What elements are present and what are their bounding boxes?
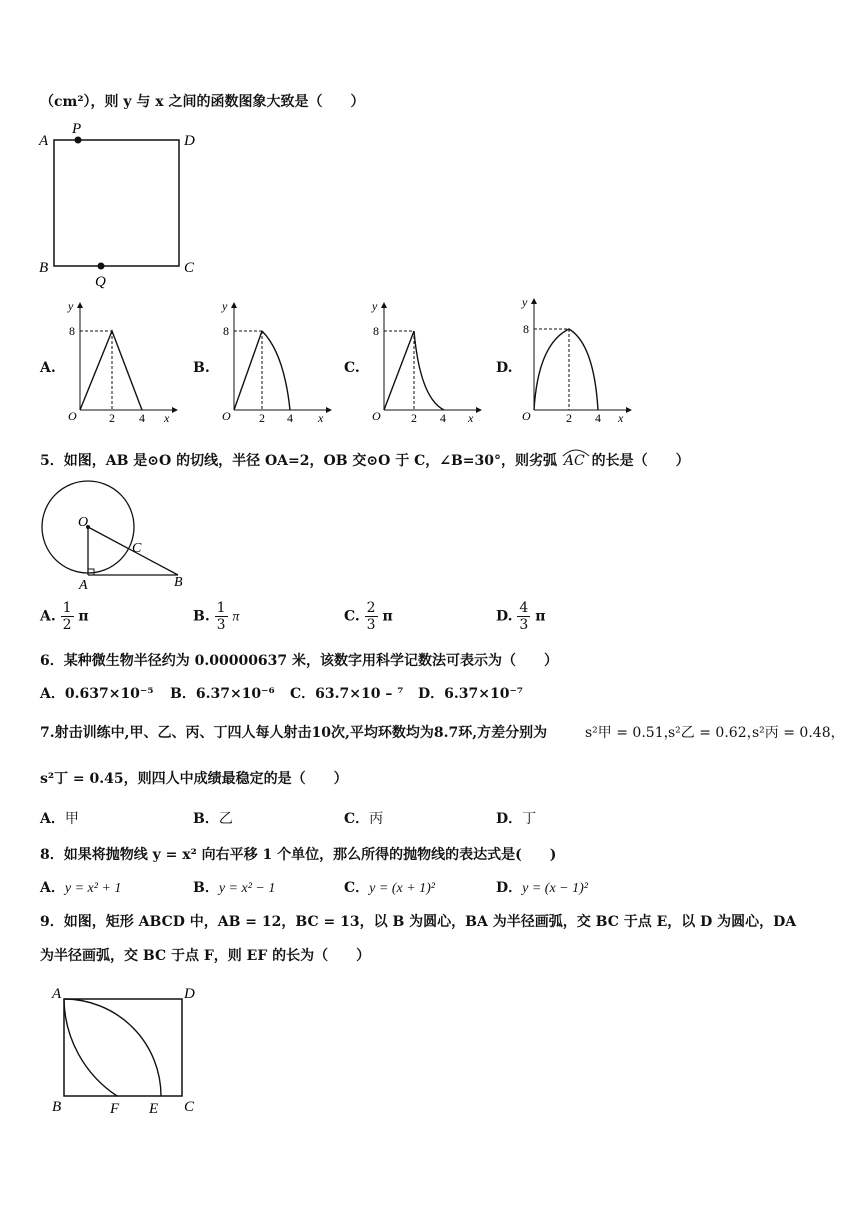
- label-F: F: [110, 1101, 120, 1117]
- svg-text:4: 4: [440, 411, 446, 423]
- q8-stem: 8．如果将抛物线 y = x² 向右平移 1 个单位，那么所得的抛物线的表达式是( ): [40, 847, 557, 863]
- q9-stem-line2: 为半径画弧，交 BC 于点 F，则 EF 的长为（ ）: [40, 948, 371, 964]
- svg-text:x: x: [318, 411, 324, 423]
- q9-stem-line1: 9．如图，矩形 ABCD 中，AB = 12，BC = 13，以 B 为圆心，BA 为半径画弧，交 BC 于点 E，以 D 为圆心，DA: [40, 914, 797, 930]
- q4-option-b-label[interactable]: B.: [193, 360, 210, 376]
- svg-text:8: 8: [373, 324, 379, 338]
- label-A: A: [79, 578, 88, 593]
- label-D: D: [184, 133, 195, 149]
- q8-option-b[interactable]: B．y = x² − 1: [193, 880, 276, 896]
- q6-option-d[interactable]: D．6.37×10⁻⁷: [418, 686, 523, 702]
- svg-text:8: 8: [523, 322, 529, 336]
- axis-peak: 8: [69, 324, 75, 338]
- label-C: C: [184, 260, 195, 276]
- svg-text:O: O: [522, 409, 531, 423]
- q4-option-c-label[interactable]: C.: [344, 360, 360, 376]
- svg-text:2: 2: [259, 411, 265, 423]
- label-B: B: [174, 575, 183, 590]
- q6-option-c[interactable]: C．63.7×10 – ⁷: [290, 686, 404, 702]
- q7-var-1: s²甲 = 0.51，: [585, 725, 678, 741]
- axis-x: x: [164, 411, 170, 423]
- q7-option-b[interactable]: B．乙: [193, 811, 233, 827]
- axis-O: O: [68, 409, 77, 423]
- q8-option-a[interactable]: A．y = x² + 1: [40, 880, 122, 896]
- q9-rectangle-figure: [44, 980, 214, 1120]
- q4-graph-a[interactable]: [60, 298, 180, 423]
- svg-text:4: 4: [595, 411, 601, 423]
- q4-square-figure: [36, 120, 206, 290]
- arc-ac: AC: [562, 453, 587, 469]
- svg-text:y: y: [372, 299, 378, 313]
- q5-option-b[interactable]: B. $\frac{1}{3}$ π: [193, 600, 240, 633]
- svg-text:2: 2: [566, 411, 572, 423]
- svg-text:4: 4: [287, 411, 293, 423]
- label-P: P: [72, 121, 82, 137]
- q4-graph-b[interactable]: [214, 298, 334, 423]
- label-C: C: [184, 1099, 195, 1115]
- q5-circle-figure: [36, 478, 196, 593]
- label-Q: Q: [95, 274, 106, 290]
- label-O: O: [78, 515, 89, 530]
- svg-text:x: x: [468, 411, 474, 423]
- label-C: C: [132, 541, 142, 556]
- q4-stem: （cm²），则 y 与 x 之间的函数图象大致是（ ）: [40, 94, 365, 110]
- q7-var-2: s²乙 = 0.62，: [668, 725, 761, 741]
- q4-option-a-label[interactable]: A.: [40, 360, 56, 376]
- q4-graph-d[interactable]: [514, 294, 634, 423]
- svg-text:y: y: [522, 295, 528, 309]
- svg-text:O: O: [372, 409, 381, 423]
- q7-var-4: s²丁 = 0.45，则四人中成绩最稳定的是（ ）: [40, 771, 348, 787]
- q8-option-d[interactable]: D．y = (x − 1)²: [496, 880, 588, 896]
- q6-option-a[interactable]: A．0.637×10⁻⁵: [40, 686, 154, 702]
- svg-text:y: y: [222, 299, 228, 313]
- axis-y: y: [68, 299, 74, 313]
- label-A: A: [39, 133, 49, 149]
- svg-text:O: O: [222, 409, 231, 423]
- q7-var-3: s²丙 = 0.48，: [752, 725, 845, 741]
- axis-end: 4: [139, 411, 145, 423]
- svg-text:2: 2: [411, 411, 417, 423]
- q5-option-d[interactable]: D. $\frac{4}{3}$ π: [496, 600, 546, 633]
- q5-stem: 5．如图，AB 是⊙O 的切线，半径 OA=2，OB 交⊙O 于 C，∠B=30°，则劣弧 AC 的长是（ ）: [40, 450, 690, 470]
- label-B: B: [52, 1099, 62, 1115]
- q4-option-d-label[interactable]: D.: [496, 360, 513, 376]
- q7-option-d[interactable]: D．丁: [496, 811, 537, 827]
- q7-stem: 7.射击训练中,甲、乙、丙、丁四人每人射击10次,平均环数均为8.7环,方差分别为: [40, 725, 548, 741]
- q6-option-b[interactable]: B．6.37×10⁻⁶: [170, 686, 275, 702]
- svg-text:x: x: [618, 411, 624, 423]
- q4-graph-c[interactable]: [364, 298, 484, 423]
- label-E: E: [149, 1101, 159, 1117]
- q6-stem: 6．某种微生物半径约为 0.00000637 米，该数字用科学记数法可表示为（ ）: [40, 653, 559, 669]
- q5-option-c[interactable]: C. $\frac{2}{3}$ π: [344, 600, 393, 633]
- label-D: D: [184, 986, 195, 1002]
- q7-option-c[interactable]: C．丙: [344, 811, 384, 827]
- axis-mid: 2: [109, 411, 115, 423]
- label-A: A: [52, 986, 62, 1002]
- svg-text:8: 8: [223, 324, 229, 338]
- q7-option-a[interactable]: A．甲: [40, 811, 79, 827]
- label-B: B: [39, 260, 49, 276]
- q8-option-c[interactable]: C．y = (x + 1)²: [344, 880, 435, 896]
- q5-option-a[interactable]: A. $\frac{1}{2}$ π: [40, 600, 89, 633]
